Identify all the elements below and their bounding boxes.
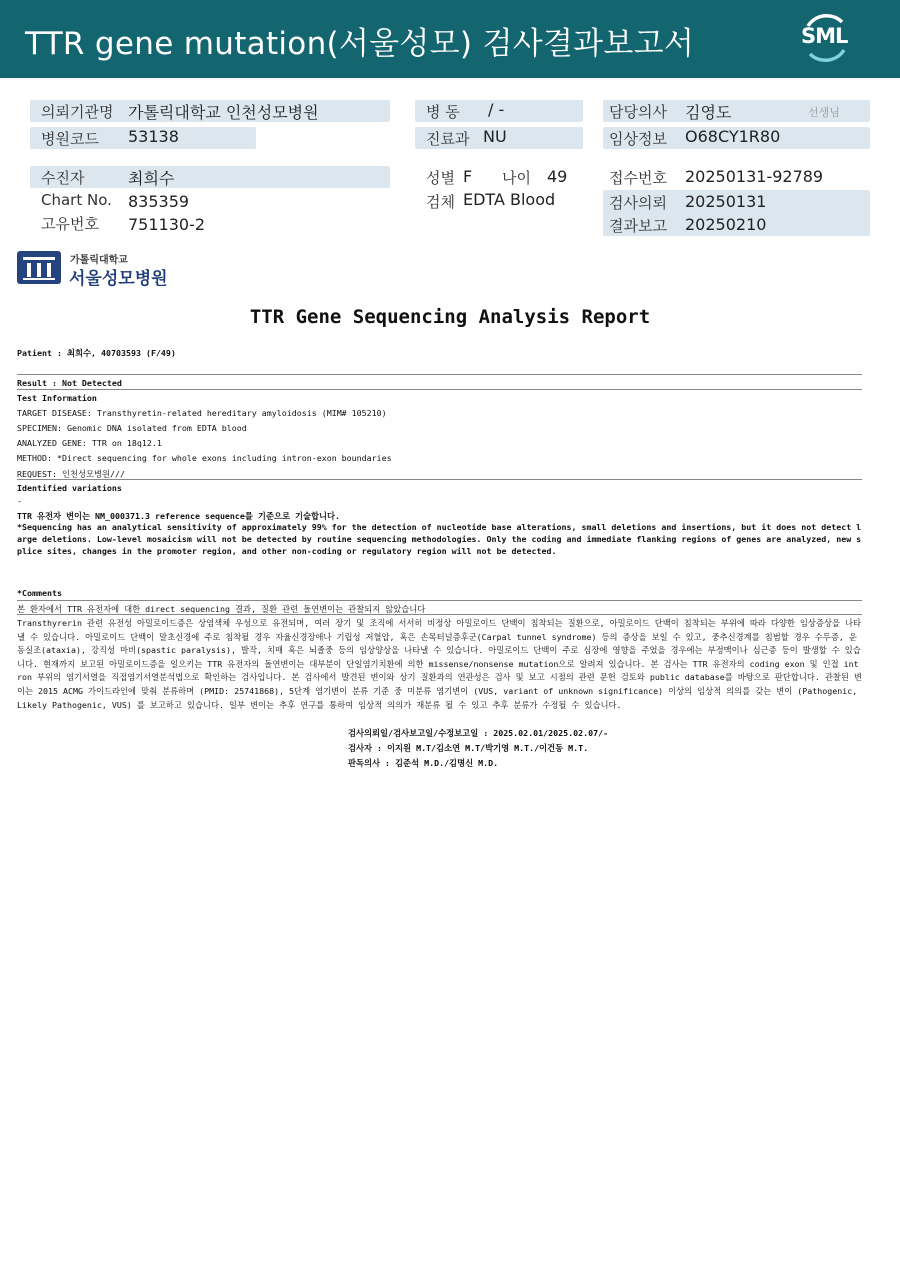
identified-heading: Identified variations: [17, 483, 122, 493]
clinical-label: 임상정보: [609, 130, 667, 148]
divider: [17, 374, 862, 375]
request-org-value: 가톨릭대학교 인천성모병원: [128, 103, 319, 122]
specimen-line: SPECIMEN: Genomic DNA isolated from EDTA blood: [17, 423, 247, 433]
specimen-label: 검체: [426, 193, 455, 211]
report-date-value: 20250210: [685, 215, 767, 234]
sml-logo-text: SML: [801, 24, 848, 48]
unique-value: 751130-2: [128, 215, 206, 234]
hospital-logo-line2: 서울성모병원: [69, 269, 168, 289]
divider: [17, 389, 862, 390]
patient-label: 수진자: [41, 169, 85, 187]
hospital-code-label: 병원코드: [41, 130, 99, 148]
divider: [17, 600, 862, 601]
divider: [17, 614, 862, 615]
comment-first-line: 본 환자에서 TTR 유전자에 대한 direct sequencing 결과, 질환 관련 돌연변이는 관찰되지 않았습니다: [17, 604, 426, 614]
method-line: METHOD: *Direct sequencing for whole exons including intron-exon boundaries: [17, 453, 392, 463]
doctor-suffix: 선생님: [808, 106, 840, 119]
reference-note: TTR 유전자 변이는 NM_000371.3 reference sequence를 기준으로 기술합니다.: [17, 511, 341, 521]
age-value: 49: [547, 167, 568, 186]
target-disease: TARGET DISEASE: Transthyretin-related hereditary amyloidosis (MIM# 105210): [17, 408, 387, 418]
divider: [17, 479, 862, 480]
sex-label: 성별: [426, 169, 455, 187]
unique-label: 고유번호: [41, 215, 99, 233]
receipt-label: 접수번호: [609, 169, 667, 187]
result-line: Result : Not Detected: [17, 378, 122, 388]
report-date-label: 결과보고: [609, 217, 667, 235]
comment-body: Transthyrerin 관련 유전성 아밀로이드증은 상염색체 우성으로 유전되며, 여러 장기 및 조직에 서서히 비정상 아밀로이드 단백이 침착되는 질환으로, 아밀로이드 단백이 침착되는 부위에 따라 다양한 임상증상을 나타낼 수 있습니다. 아밀로이드 단백이 말초신경에 주로 침착될 경우 자율신경장애나 기립성 저혈압, 혹은 손목터널증후군(Carpal tunnel syndrome) 등의 증상을 보일 수 있고, 중추신경계를 침범할 경우 수두증, 운동실조(ataxia), 강직성 마비(spastic paralysis), 발작, 치매 혹은 뇌졸중 등의 임상양상을 나타낼 수 있습니다. 아밀로이드 단백이 주로 심장에 영향을 주었을 경우에는 부정맥이나 심근증 등이 발생할 수 있습니다. 현재까지 보고된 아밀로이드증을 일으키는 TTR 유전자의 돌연변이는 대부분이 단일염기치환에 의한 missense/nonsense mutation으로 알려져 있습니다. 본 검사는 TTR 유전자의 coding exon 및 인접 intron 부위의 염기서열을 직접염기서열분석법으로 확인하는 검사입니다. 본 검사에서 발견된 변이와 상기 질환과의 연관성은 검사 및 보고 시점의 관련 문헌 검토와 public database를 바탕으로 판단합니다. 관찰된 변이는 2015 ACMG 가이드라인에 맞춰 분류하며 (PMID: 25741868), 5단계 염기변이 분류 기준 중 미분류 염기변이 (VUS, variant of unknown significance) 이상의 임상적 의의를 갖는 변이 (Pathogenic, Likely Pathogenic, VUS) 를 보고하고 있습니다. 일부 변이는 추후 연구를 통하여 임상적 의의가 재분류 될 수 있고 추후 분류가 수정될 수 있습니다.: [17, 618, 862, 710]
report-title: TTR Gene Sequencing Analysis Report: [249, 306, 651, 328]
signature-testers: 검사자 : 이지원 M.T/김소연 M.T/박기영 M.T./이건동 M.T.: [348, 743, 589, 753]
request-org-label: 의뢰기관명: [41, 103, 114, 121]
comments-heading: *Comments: [17, 588, 62, 598]
sex-value: F: [463, 167, 473, 186]
analyzed-gene: ANALYZED GENE: TTR on 18q12.1: [17, 438, 162, 448]
page-title: TTR gene mutation(서울성모) 검사결과보고서: [25, 26, 695, 62]
doctor-label: 담당의사: [609, 103, 667, 121]
dept-label: 진료과: [426, 130, 470, 148]
sensitivity-note: *Sequencing has an analytical sensitivity of approximately 99% for the detection of nucleotide base alterations, small deletions and insertions, but it does not detect large deletions. Low-level mosaicism will not be detected by routine sequencing methodologies. Only the coding and immediate flanking regions of genes are analyzed, new splice sites, changes in the promoter region, and other non-coding or regulatory region will not be detected.: [17, 522, 862, 556]
hospital-code-value: 53138: [128, 127, 179, 146]
ward-label: 병 동: [426, 103, 460, 121]
request-date-value: 20250131: [685, 192, 767, 211]
specimen-value: EDTA Blood: [463, 190, 556, 209]
hospital-emblem-icon: [17, 251, 61, 284]
ward-value: / -: [488, 100, 505, 119]
patient-value: 최희수: [128, 169, 175, 188]
hospital-logo-line1: 가톨릭대학교: [70, 255, 128, 266]
test-info-heading: Test Information: [17, 393, 97, 403]
report-header: [0, 0, 900, 78]
request-date-label: 검사의뢰: [609, 194, 667, 212]
receipt-value: 20250131-92789: [685, 167, 824, 186]
chart-label: Chart No.: [41, 191, 112, 209]
dept-value: NU: [483, 127, 507, 146]
sml-logo: [798, 12, 856, 64]
hospital-logo: [17, 251, 177, 287]
patient-line: Patient : 최희수, 40703593 (F/49): [17, 348, 176, 358]
chart-value: 835359: [128, 192, 190, 211]
identified-dash: -: [17, 496, 22, 506]
request-line: REQUEST: 인천성모병원///: [17, 469, 126, 479]
clinical-value: O68CY1R80: [685, 127, 781, 146]
signature-dates: 검사의뢰일/검사보고일/수정보고일 : 2025.02.01/2025.02.07/-: [348, 728, 609, 738]
age-label: 나이: [502, 169, 531, 187]
doctor-value: 김영도: [685, 103, 732, 122]
signature-doctors: 판독의사 : 김준석 M.D./김명신 M.D.: [348, 758, 499, 768]
